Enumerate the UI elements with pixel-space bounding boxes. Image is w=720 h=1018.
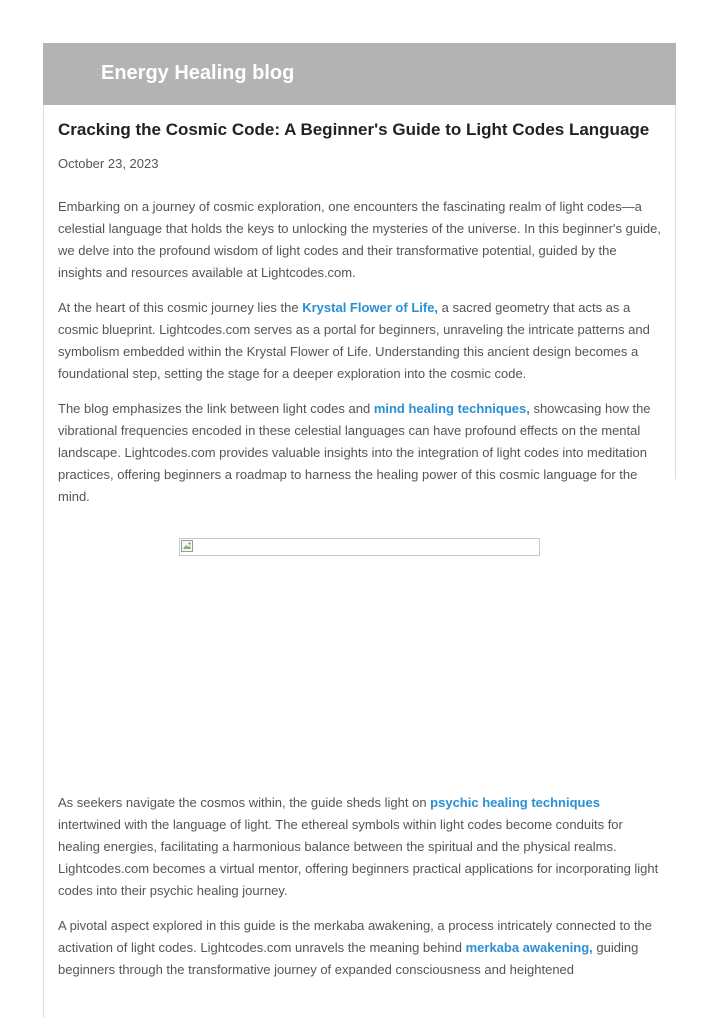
paragraph-1: Embarking on a journey of cosmic exploration, one encounters the fascinating realm of light codes—a celestial language that holds the keys to unlocking the mysteries of the universe. In this beginner's guide, we delve into the profound wisdom of light codes and their transformative potential, guided by the insights and resources available at Lightcodes.com. xyxy=(58,199,662,280)
paragraph-4 xyxy=(58,792,662,902)
post-title: Cracking the Cosmic Code: A Beginner's Guide to Light Codes Language xyxy=(58,120,650,139)
paragraph-2-text-end: a sacred geometry that acts as a cosmic blueprint. Lightcodes.com serves as a portal for beginners, unraveling the intricate patterns and symbolism embedded within the Krystal Flower of Life. Understanding this ancient design becomes a foundational step, setting the stage for a deeper exploration into the cosmic code. xyxy=(58,300,650,381)
paragraph-3-text-start: The blog emphasizes the link between light codes and xyxy=(58,401,374,416)
blog-header xyxy=(43,43,676,105)
merkaba-awakening-link[interactable]: merkaba awakening, xyxy=(465,940,593,955)
paragraph-2 xyxy=(58,297,662,385)
krystal-flower-of-life-link[interactable]: Krystal Flower of Life, xyxy=(302,300,439,315)
paragraph-5-text-start: A pivotal aspect explored in this guide is the merkaba awakening, a process intricately connected to the activation of light codes. Lightcodes.com unravels the meaning behind xyxy=(58,918,653,955)
paragraph-2-text-start: At the heart of this cosmic journey lies the xyxy=(58,300,303,315)
paragraph-4-text-start: As seekers navigate the cosmos within, the guide sheds light on xyxy=(58,795,431,810)
broken-image-icon xyxy=(181,540,193,552)
paragraph-3 xyxy=(58,398,662,508)
paragraph-3-text-end: showcasing how the vibrational frequencies encoded in these celestial languages can have profound effects on the mental landscape. Lightcodes.com provides valuable insights into the integration of light codes into meditation practices, offering beginners a roadmap to harness the healing power of this cosmic language for the mind. xyxy=(58,401,651,504)
paragraph-5-text-end: guiding beginners through the transformative journey of expanded consciousness and heightened xyxy=(58,940,639,977)
blog-name[interactable]: Energy Healing blog xyxy=(101,62,295,84)
card-right-border xyxy=(675,43,676,479)
broken-image-placeholder[interactable] xyxy=(179,538,540,556)
post-date: October 23, 2023 xyxy=(58,156,159,171)
card-left-border xyxy=(43,43,44,1018)
paragraph-5 xyxy=(58,915,662,981)
psychic-healing-techniques-link[interactable]: psychic healing techniques xyxy=(430,795,600,810)
paragraph-4-text-end: intertwined with the language of light. The ethereal symbols within light codes become conduits for healing energies, facilitating a harmonious balance between the spiritual and the physical realms. Lightcodes.com becomes a virtual mentor, offering beginners practical applications for incorporating light codes into their psychic healing journey. xyxy=(58,817,659,898)
mind-healing-techniques-link[interactable]: mind healing techniques, xyxy=(373,401,530,416)
blog-post-card xyxy=(43,43,676,1018)
